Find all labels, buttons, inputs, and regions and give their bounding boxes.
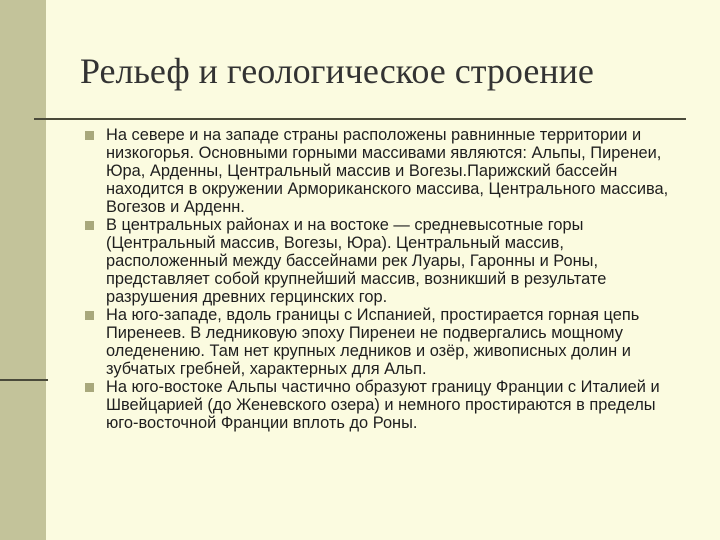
square-bullet-icon <box>85 383 94 392</box>
bullet-item <box>84 378 684 432</box>
left-accent-bar <box>0 0 46 540</box>
square-bullet-icon <box>85 131 94 140</box>
bullet-item <box>84 306 684 378</box>
square-bullet-icon <box>85 311 94 320</box>
bullet-item <box>84 126 684 216</box>
bullet-text: На юго-западе, вдоль границы с Испанией, простирается горная цепь Пиренеев. В ледниковую эпоху Пиренеи не подвергались мощному оледенению. Там нет крупных ледников и озёр, живописных долин и зубчатых гребней, характерных для Альп. <box>106 306 640 378</box>
accent-bar-divider <box>0 379 48 381</box>
bullet-item <box>84 216 684 306</box>
bullet-list <box>84 126 684 432</box>
slide-title: Рельеф и геологическое строение <box>80 51 594 91</box>
bullet-text: В центральных районах и на востоке — средневысотные горы (Центральный массив, Вогезы, Юра). Центральный массив, расположенный между бассейнами рек Луары, Гаронны и Роны, представляет собой крупнейший массив, возникший в результате разрушения древних герцинских гор. <box>106 216 607 306</box>
bullet-text: На севере и на западе страны расположены равнинные территории и низкогорья. Основными горными массивами являются: Альпы, Пиренеи, Юра, Арденны, Центральный массив и Вогезы.Парижский бассейн находится в окружении Армориканского массива, Центрального массива, Вогезов и Арденн. <box>106 126 669 216</box>
bullet-text: На юго-востоке Альпы частично образуют границу Франции с Италией и Швейцарией (до Женевского озера) и немного простираются в пределы юго-восточной Франции вплоть до Роны. <box>106 378 660 432</box>
title-divider <box>34 118 686 120</box>
square-bullet-icon <box>85 221 94 230</box>
